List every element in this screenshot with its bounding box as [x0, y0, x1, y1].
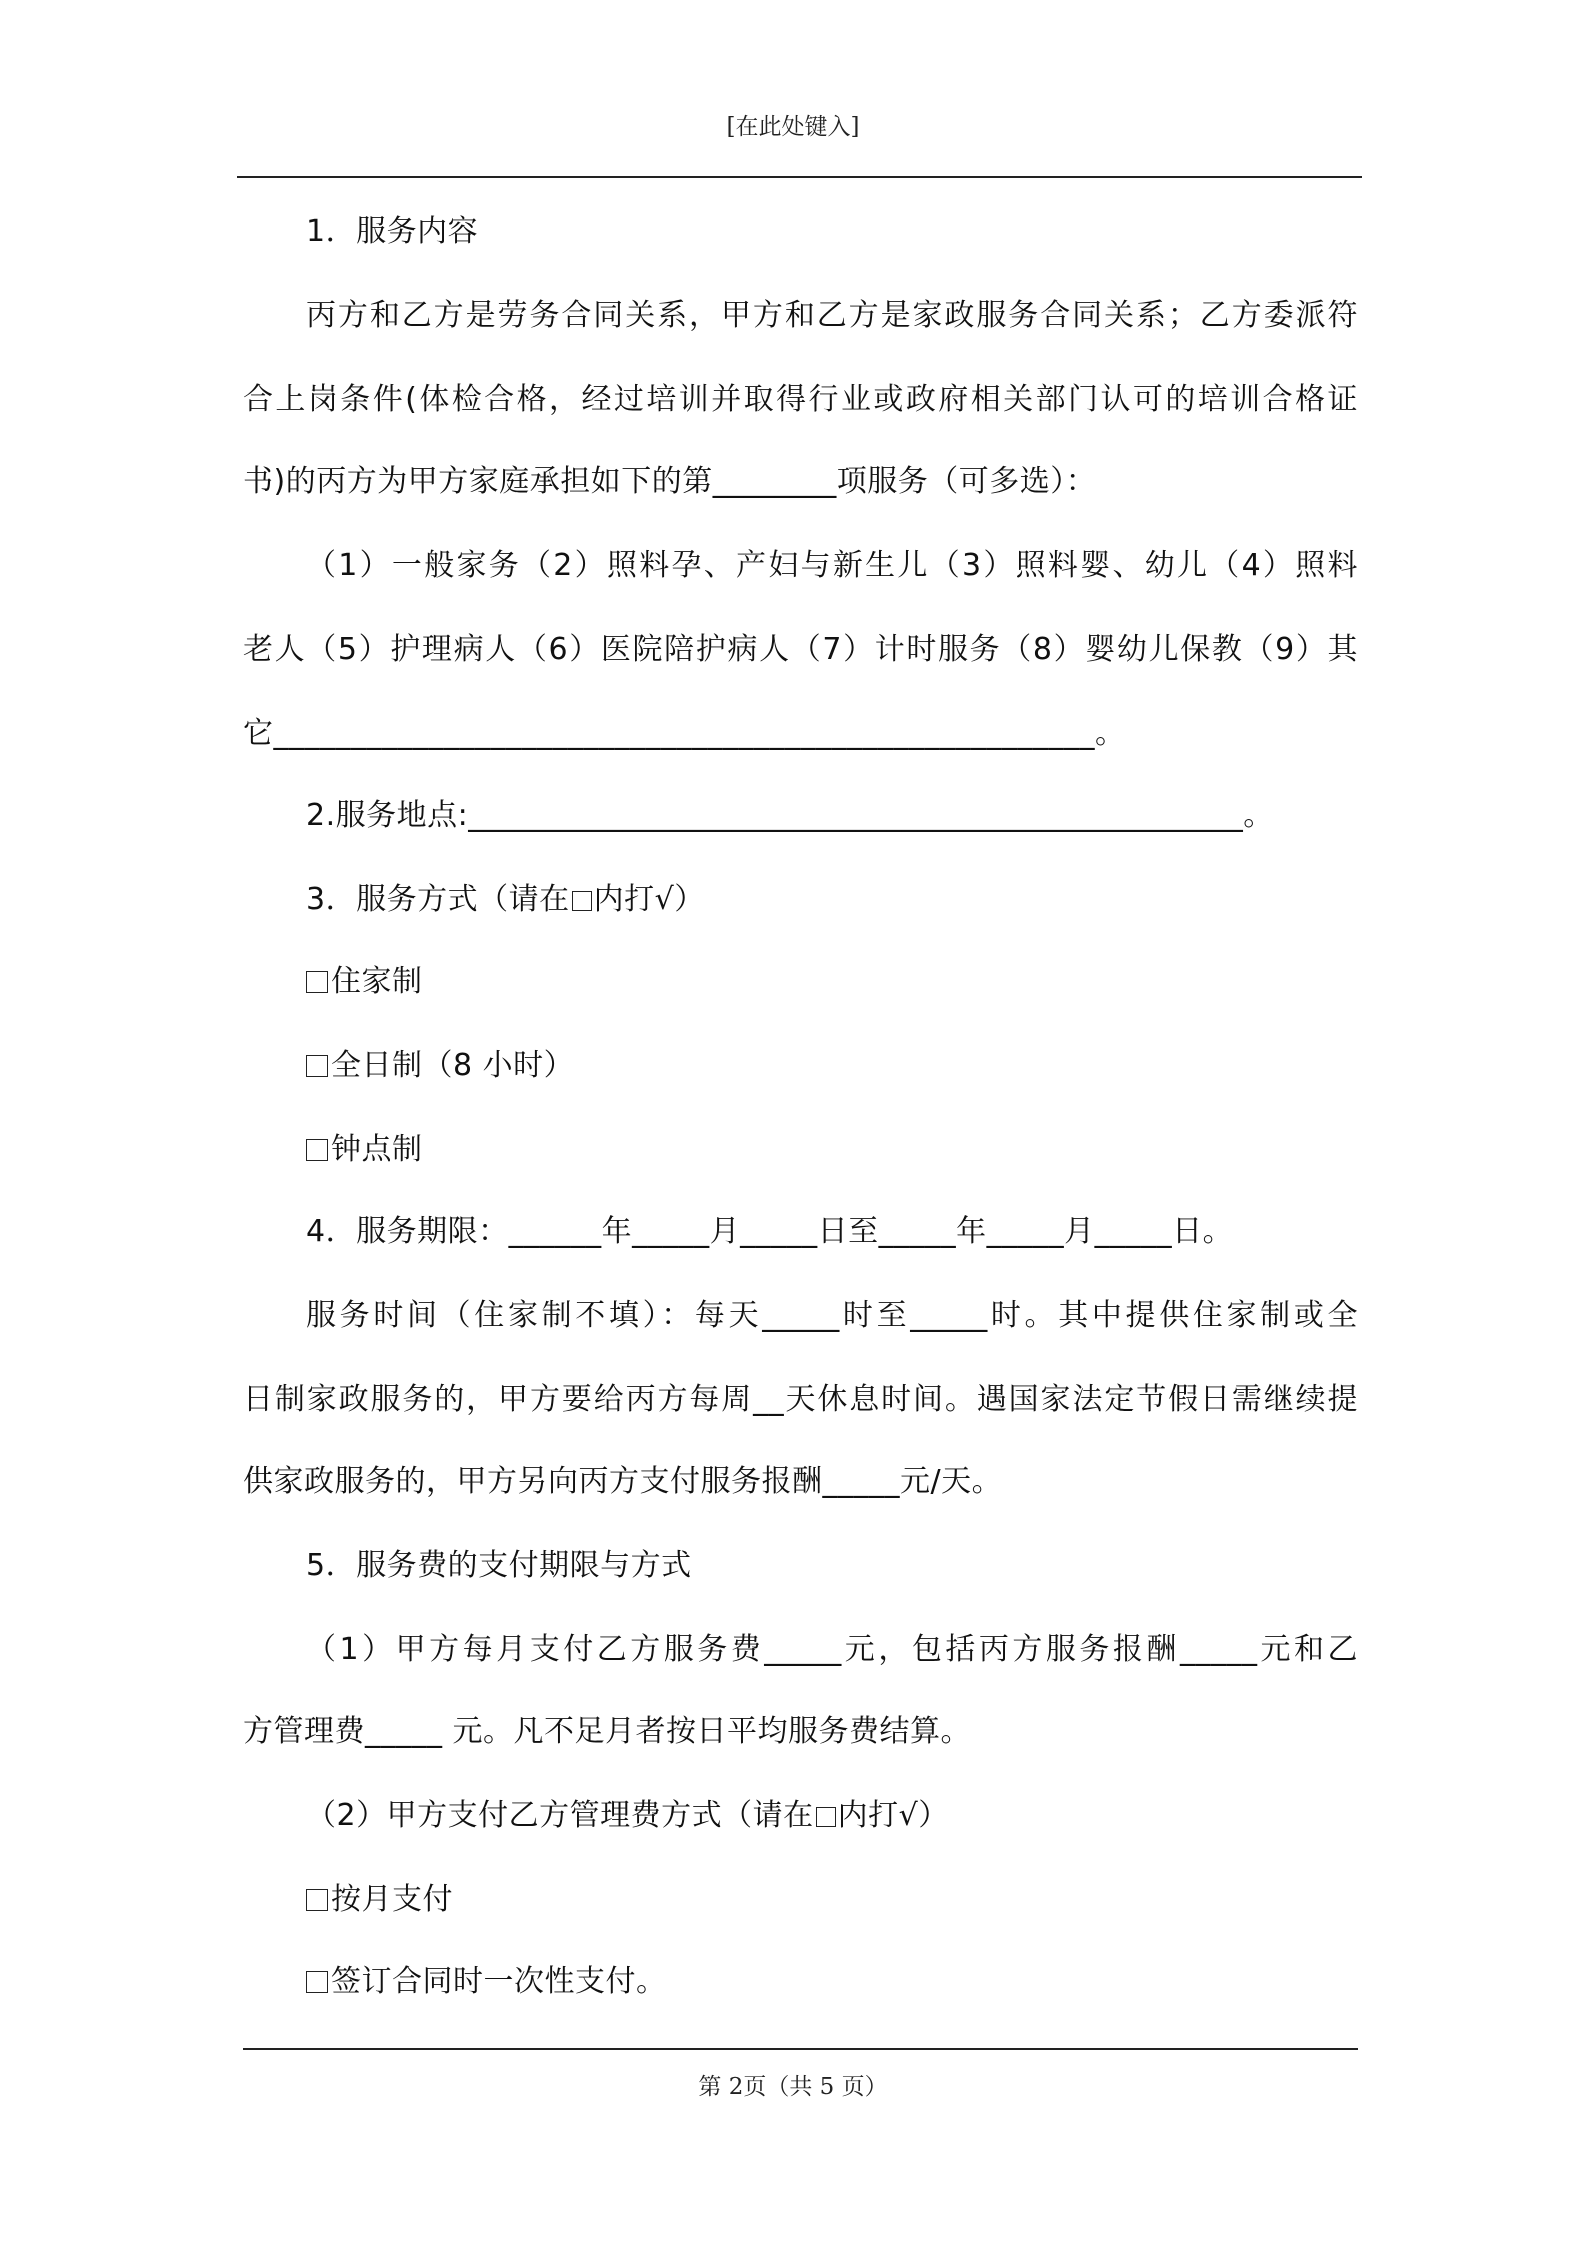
paragraph-line: （1）一般家务（2）照料孕、产妇与新生儿（3）照料婴、幼儿（4）照料 — [306, 548, 1358, 583]
paragraph-line: 老人（5）护理病人（6）医院陪护病人（7）计时服务（8）婴幼儿保教（9）其 — [243, 632, 1358, 667]
paragraph-line: 书)的丙方为甲方家庭承担如下的第________项服务（可多选）： — [243, 464, 1097, 499]
section-3-heading-suffix: 内打√） — [593, 882, 705, 917]
paragraph-line: 服务时间（住家制不填）：每天_____时至_____时。其中提供住家制或全 — [306, 1298, 1358, 1333]
section-3-heading-prefix: 3．服务方式（请在 — [306, 882, 570, 917]
section-5-2-suffix: 内打√） — [837, 1798, 949, 1833]
header-rule — [237, 176, 1362, 178]
footer-rule — [243, 2048, 1358, 2050]
option-one-time — [306, 1962, 1358, 2002]
option-label: 钟点制 — [331, 1132, 423, 1167]
paragraph-line: 合上岗条件(体检合格，经过培训并取得行业或政府相关部门认可的培训合格证 — [243, 382, 1358, 417]
option-label: 按月支付 — [331, 1882, 453, 1917]
paragraph-line: 丙方和乙方是劳务合同关系，甲方和乙方是家政服务合同关系；乙方委派符 — [306, 298, 1358, 333]
paragraph-line: 日制家政服务的，甲方要给丙方每周__天休息时间。遇国家法定节假日需继续提 — [243, 1382, 1358, 1417]
page-footer: 第 2页（共 5 页） — [698, 2074, 888, 2100]
section-5-2-prefix: （2）甲方支付乙方管理费方式（请在 — [306, 1798, 814, 1833]
section-4-term: 4．服务期限：______年_____月_____日至_____年_____月_____日。 — [306, 1214, 1234, 1249]
paragraph-line: 供家政服务的，甲方另向丙方支付服务报酬_____元/天。 — [243, 1464, 1003, 1499]
option-label: 全日制（8 小时） — [331, 1048, 575, 1083]
checkbox-icon[interactable] — [306, 1971, 328, 1993]
paragraph-line: 它_____________________________________________________。 — [243, 716, 1126, 751]
option-full-day — [306, 1046, 1358, 1086]
section-5-2-heading — [306, 1796, 1358, 1836]
page-header: [在此处键入] — [726, 114, 860, 140]
paragraph-line: （1）甲方每月支付乙方服务费_____元，包括丙方服务报酬_____元和乙 — [306, 1632, 1358, 1667]
checkbox-icon[interactable] — [306, 1139, 328, 1161]
option-label: 住家制 — [331, 964, 423, 999]
section-3-heading — [306, 880, 1358, 920]
option-hourly — [306, 1130, 1358, 1170]
checkbox-icon[interactable] — [306, 971, 328, 993]
option-live-in — [306, 962, 1358, 1002]
option-monthly — [306, 1880, 1358, 1920]
checkbox-icon[interactable] — [306, 1889, 328, 1911]
checkbox-icon[interactable] — [306, 1055, 328, 1077]
checkbox-icon — [816, 1807, 836, 1827]
section-2-location: 2.服务地点:__________________________________________________。 — [306, 798, 1274, 833]
paragraph-line: 方管理费_____ 元。凡不足月者按日平均服务费结算。 — [243, 1714, 972, 1749]
section-1-heading: 1．服务内容 — [306, 214, 479, 249]
option-label: 签订合同时一次性支付。 — [331, 1964, 667, 1999]
section-5-heading: 5．服务费的支付期限与方式 — [306, 1548, 692, 1583]
checkbox-icon — [572, 891, 592, 911]
